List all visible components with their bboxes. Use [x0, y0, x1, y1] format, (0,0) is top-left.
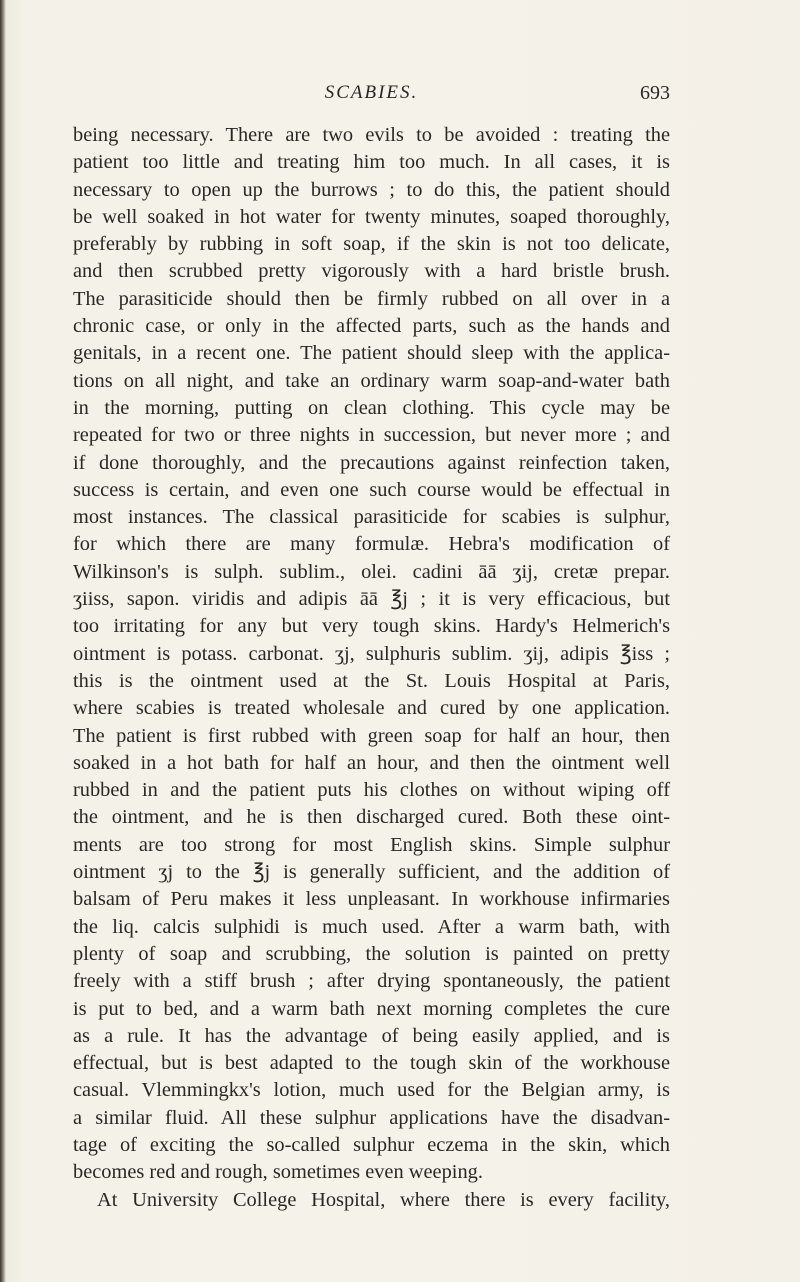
- text-line: The parasiticide should then be firmly rubbed on all over in a: [73, 287, 670, 310]
- running-head: [73, 78, 670, 108]
- text-line: if done thoroughly, and the precautions against reinfection taken,: [73, 451, 670, 474]
- text-line: chronic case, or only in the affected parts, such as the hands and: [73, 315, 670, 338]
- text-line-paragraph-end: becomes red and rough, sometimes even weeping.: [73, 1161, 483, 1184]
- running-title: SCABIES.: [324, 82, 419, 103]
- text-line: being necessary. There are two evils to be avoided : treating the: [73, 124, 670, 146]
- text-line: for which there are many formulæ. Hebra's modification of: [73, 533, 670, 556]
- text-line: most instances. The classical parasiticide for scabies is sulphur,: [73, 506, 670, 529]
- text-line: The patient is first rubbed with green soap for half an hour, then: [73, 724, 670, 747]
- text-line: is put to bed, and a warm bath next morning completes the cure: [73, 997, 670, 1020]
- page-number: 693: [640, 82, 670, 104]
- text-line: patient too little and treating him too much. In all cases, it is: [73, 151, 670, 174]
- text-line: soaked in a hot bath for half an hour, and then the ointment well: [73, 751, 670, 774]
- text-line: where scabies is treated wholesale and cured by one application.: [73, 697, 670, 720]
- text-line: tage of exciting the so-called sulphur eczema in the skin, which: [73, 1133, 670, 1156]
- text-line-paragraph-start: At University College Hospital, where there is every facility,: [97, 1188, 670, 1211]
- text-line: success is certain, and even one such course would be effectual in: [73, 478, 670, 501]
- text-line: casual. Vlemmingkx's lotion, much used for the Belgian army, is: [73, 1079, 670, 1102]
- page-binding-edge: [0, 0, 6, 1282]
- text-line: Wilkinson's is sulph. sublim., olei. cadini āā ʒij, cretæ prepar.: [73, 560, 670, 583]
- text-line: tions on all night, and take an ordinary warm soap-and-water bath: [73, 369, 670, 392]
- text-line: the ointment, and he is then discharged cured. Both these oint-: [73, 806, 670, 829]
- text-line: a similar fluid. All these sulphur applications have the disadvan-: [73, 1106, 670, 1129]
- text-line: ointment is potass. carbonat. ʒj, sulphuris sublim. ʒij, adipis ℥iss ;: [73, 642, 670, 665]
- text-line: ʒiiss, sapon. viridis and adipis āā ℥j ; it is very efficacious, but: [73, 588, 670, 611]
- text-line: balsam of Peru makes it less unpleasant. In workhouse infirmaries: [73, 888, 670, 911]
- text-line: in the morning, putting on clean clothing. This cycle may be: [73, 396, 670, 419]
- text-line: effectual, but is best adapted to the tough skin of the workhouse: [73, 1052, 670, 1075]
- text-line: genitals, in a recent one. The patient should sleep with the applica-: [73, 342, 670, 365]
- text-line: the liq. calcis sulphidi is much used. After a warm bath, with: [73, 915, 670, 938]
- text-line: ments are too strong for most English skins. Simple sulphur: [73, 833, 670, 856]
- text-line: plenty of soap and scrubbing, the solution is painted on pretty: [73, 942, 670, 965]
- text-line: as a rule. It has the advantage of being easily applied, and is: [73, 1024, 670, 1047]
- text-line: be well soaked in hot water for twenty minutes, soaped thoroughly,: [73, 205, 670, 228]
- text-line: preferably by rubbing in soft soap, if the skin is not too delicate,: [73, 233, 670, 256]
- text-line: freely with a stiff brush ; after drying spontaneously, the patient: [73, 970, 670, 993]
- text-line: rubbed in and the patient puts his clothes on without wiping off: [73, 779, 670, 802]
- text-line: and then scrubbed pretty vigorously with a hard bristle brush.: [73, 260, 670, 283]
- body-text: [73, 122, 670, 1214]
- text-line: repeated for two or three nights in succession, but never more ; and: [73, 424, 670, 447]
- text-line: necessary to open up the burrows ; to do this, the patient should: [73, 178, 670, 201]
- text-line: ointment ʒj to the ℥j is generally sufficient, and the addition of: [73, 861, 670, 884]
- text-line: too irritating for any but very tough skins. Hardy's Helmerich's: [73, 615, 670, 638]
- text-line: this is the ointment used at the St. Louis Hospital at Paris,: [73, 669, 670, 692]
